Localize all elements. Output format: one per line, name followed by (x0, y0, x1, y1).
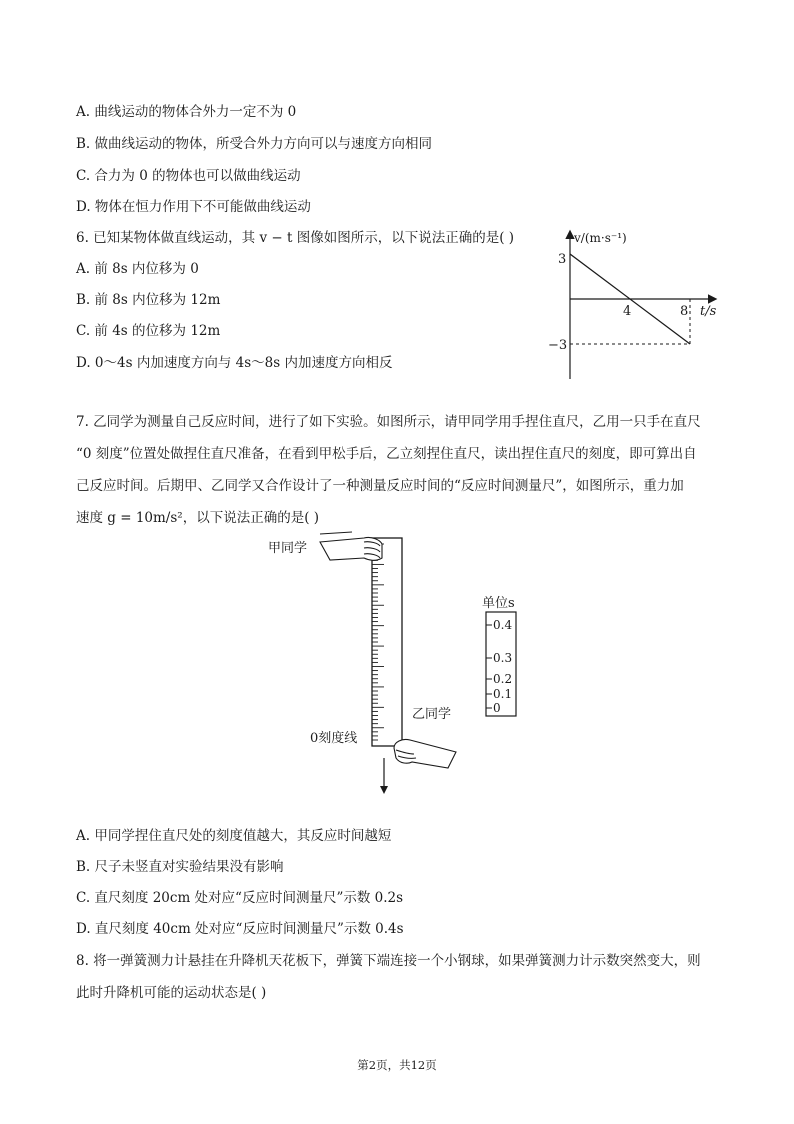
time-scale-03: 0.3 (493, 651, 513, 665)
vt-y-label: v/(m·s⁻¹) (574, 231, 627, 245)
q6-option-d: D. 0～4s 内加速度方向与 4s～8s 内加速度方向相反 (76, 355, 393, 371)
q5-option-a: A. 曲线运动的物体合外力一定不为 0 (76, 104, 297, 120)
q5-option-b: B. 做曲线运动的物体，所受合外力方向可以与速度方向相同 (76, 136, 433, 152)
label-zero-line: 0刻度线 (310, 731, 358, 746)
jia-hand (320, 532, 382, 560)
fall-arrow-head (380, 786, 388, 794)
ruler-figure (260, 530, 560, 800)
time-scale-01: 0.1 (493, 687, 513, 701)
q7-stem-line-3: 己反应时间。后期甲、乙同学又合作设计了一种测量反应时间的“反应时间测量尺”，如图所示，重力加 (76, 478, 684, 494)
q7-stem-line-4: 速度 g = 10m/s²，以下说法正确的是( ) (76, 510, 320, 526)
q7-option-b: B. 尺子未竖直对实验结果没有影响 (76, 859, 284, 875)
label-unit: 单位s (482, 596, 515, 611)
q8-stem-line-1: 8. 将一弹簧测力计悬挂在升降机天花板下，弹簧下端连接一个小钢球，如果弹簧测力计示数突然变大，则 (76, 953, 701, 969)
vt-x-label: t/s (700, 304, 717, 319)
q8-stem-line-2: 此时升降机可能的运动状态是( ) (76, 985, 267, 1001)
q5-option-c: C. 合力为 0 的物体也可以做曲线运动 (76, 168, 301, 184)
q7-option-d: D. 直尺刻度 40cm 处对应“反应时间测量尺”示数 0.4s (76, 921, 404, 937)
time-scale-04: 0.4 (493, 618, 513, 632)
q7-stem-line-1: 7. 乙同学为测量自己反应时间，进行了如下实验。如图所示，请甲同学用手捏住直尺，乙用一只手在直尺 (76, 414, 701, 430)
q6-option-b: B. 前 8s 内位移为 12m (76, 292, 221, 308)
label-yi: 乙同学 (412, 707, 452, 722)
vt-graph (530, 224, 730, 384)
q7-option-c: C. 直尺刻度 20cm 处对应“反应时间测量尺”示数 0.2s (76, 890, 404, 906)
q6-option-c: C. 前 4s 的位移为 12m (76, 323, 221, 339)
page-footer: 第2页，共12页 (357, 1058, 437, 1072)
yi-hand (394, 739, 456, 768)
vt-x-end: 8 (680, 304, 689, 319)
q8-stem (76, 945, 726, 1009)
vt-y-bottom: −3 (548, 338, 568, 353)
q7-option-a: A. 甲同学捏住直尺处的刻度值越大，其反应时间越短 (76, 828, 392, 844)
label-jia: 甲同学 (268, 541, 308, 556)
q5-option-d: D. 物体在恒力作用下不可能做曲线运动 (76, 199, 311, 215)
vt-x-mid: 4 (623, 304, 632, 319)
q6-stem: 6. 已知某物体做直线运动，其 v − t 图像如图所示，以下说法正确的是( ) (76, 230, 515, 246)
q7-stem-line-2: “0 刻度”位置处做捏住直尺准备，在看到甲松手后，乙立刻捏住直尺，读出捏住直尺的刻度，即可算出自 (76, 446, 697, 462)
q6-option-a: A. 前 8s 内位移为 0 (76, 261, 199, 277)
vt-y-top: 3 (558, 252, 567, 267)
q7-stem (76, 406, 726, 534)
time-scale-02: 0.2 (493, 672, 513, 686)
time-scale-0: 0 (493, 701, 501, 715)
